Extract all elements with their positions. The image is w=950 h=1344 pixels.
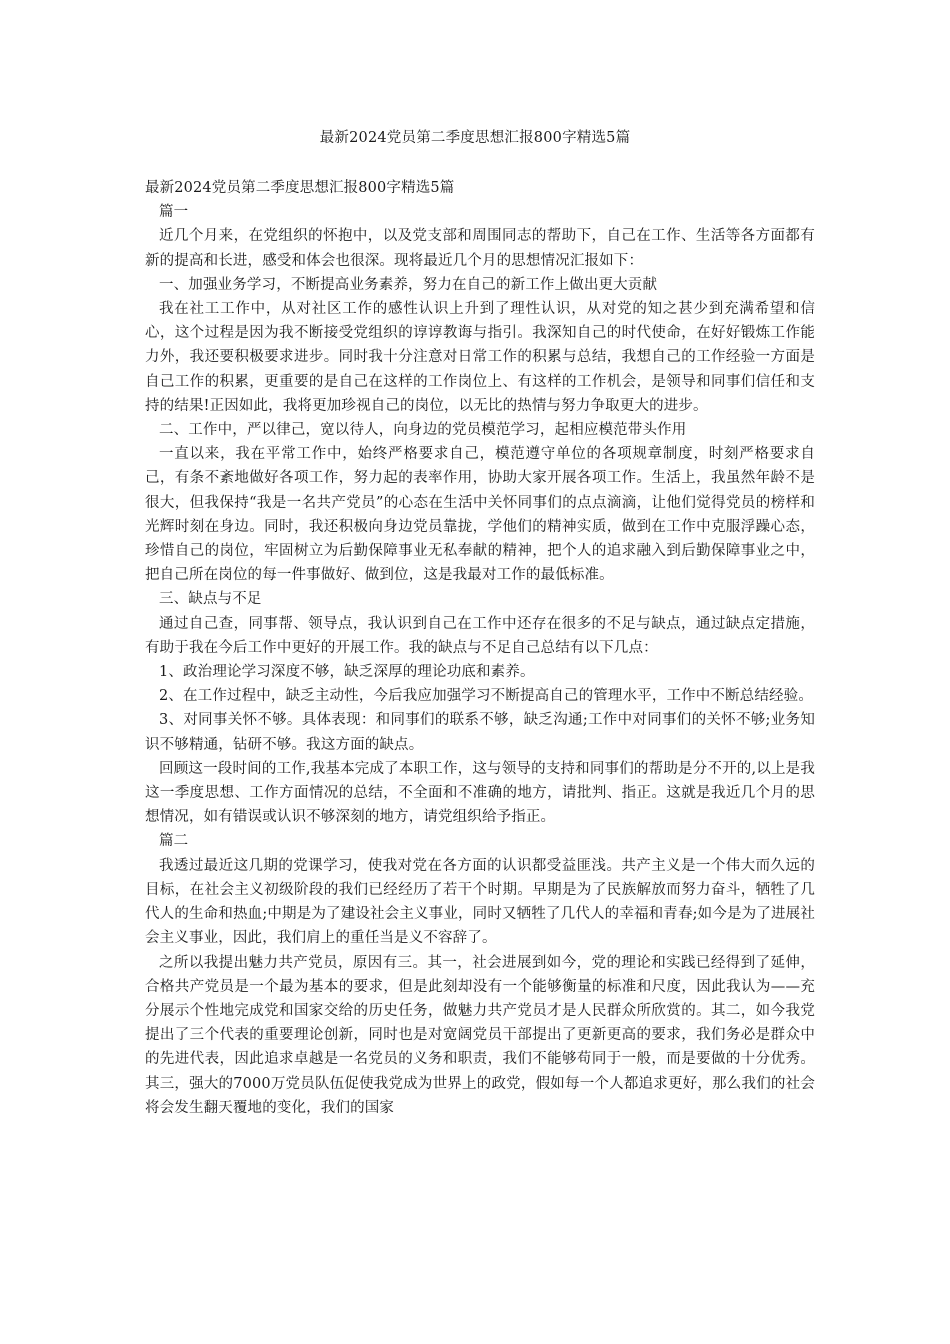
list-item: 2、在工作过程中，缺乏主动性，今后我应加强学习不断提高自己的管理水平，工作中不断总结经验。 [159, 688, 813, 705]
document-body [145, 176, 815, 1120]
section-heading: 二、工作中，严以律己，宽以待人，向身边的党员模范学习，起相应模范带头作用 [159, 422, 687, 439]
paragraph: 之所以我提出魅力共产党员，原因有三。其一，社会进展到如今，党的理论和实践已经得到了延伸，合格共产党员是一个最为基本的要求，但是此刻却没有一个能够衡量的标准和尺度，因此我认为——充分展示个性地完成党和国家交给的历史任务，做魅力共产党员才是人民群众所欣赏的。其二，如今我党提出了三个代表的重要理论创新，同时也是对宽阔党员干部提出了更新更高的要求，我们务必是群众中的先进代表，因此追求卓越是一名党员的义务和职责，我们不能够苟同于一般，而是要做的十分优秀。其三，强大的7000万党员队伍促使我党成为世界上的政党，假如每一个人都追求更好，那么我们的社会将会发生翻天覆地的变化，我们的国家 [145, 954, 815, 1116]
list-item: 1、政治理论学习深度不够，缺乏深厚的理论功底和素养。 [159, 664, 535, 681]
section-heading: 三、缺点与不足 [159, 591, 262, 608]
paragraph: 一直以来，我在平常工作中，始终严格要求自己，模范遵守单位的各项规章制度，时刻严格要求自己，有条不紊地做好各项工作，努力起的表率作用，协助大家开展各项工作。生活上，我虽然年龄不是很大，但我保持“我是一名共产党员”的心态在生活中关怀同事们的点点滴滴，让他们觉得党员的榜样和光辉时刻在身边。同时，我还积极向身边党员靠拢，学他们的精神实质，做到在工作中克服浮躁心态，珍惜自己的岗位，牢固树立为后勤保障事业无私奉献的精神，把个人的追求融入到后勤保障事业之中，把自己所在岗位的每一件事做好、做到位，这是我最对工作的最低标准。 [145, 446, 815, 584]
section-label-2: 篇二 [159, 833, 189, 850]
paragraph: 近几个月来，在党组织的怀抱中，以及党支部和周围同志的帮助下，自己在工作、生活等各方面都有新的提高和长进，感受和体会也很深。现将最近几个月的思想情况汇报如下： [145, 228, 815, 269]
paragraph: 回顾这一段时间的工作,我基本完成了本职工作，这与领导的支持和同事们的帮助是分不开的,以上是我这一季度思想、工作方面情况的总结，不全面和不准确的地方，请批判、指正。这就是我近几个月的思想情况，如有错误或认识不够深刻的地方，请党组织给予指正。 [145, 760, 815, 826]
document-title: 最新2024党员第二季度思想汇报800字精选5篇 [145, 180, 455, 196]
page-header-title: 最新2024党员第二季度思想汇报800字精选5篇 [319, 130, 631, 146]
section-heading: 一、加强业务学习，不断提高业务素养，努力在自己的新工作上做出更大贡献 [159, 276, 658, 293]
section-label-1: 篇一 [159, 204, 189, 221]
paragraph: 我在社工工作中，从对社区工作的感性认识上升到了理性认识，从对党的知之甚少到充满希望和信心，这个过程是因为我不断接受党组织的谆谆教诲与指引。我深知自己的时代使命，在好好锻炼工作能力外，我还要积极要求进步。同时我十分注意对日常工作的积累与总结，我想自己的工作经验一方面是自己工作的积累，更重要的是自己在这样的工作岗位上、有这样的工作机会，是领导和同事们信任和支持的结果!正因如此，我将更加珍视自己的岗位，以无比的热情与努力争取更大的进步。 [145, 301, 815, 414]
list-item: 3、对同事关怀不够。具体表现：和同事们的联系不够，缺乏沟通;工作中对同事们的关怀不够;业务知识不够精通，钻研不够。我这方面的缺点。 [145, 712, 815, 753]
paragraph: 我透过最近这几期的党课学习，使我对党在各方面的认识都受益匪浅。共产主义是一个伟大而久远的目标，在社会主义初级阶段的我们已经经历了若干个时期。早期是为了民族解放而努力奋斗，牺牲了几代人的生命和热血;中期是为了建设社会主义事业，同时又牺牲了几代人的幸福和青春;如今是为了进展社会主义事业，因此，我们肩上的重任当是义不容辞了。 [145, 857, 815, 947]
paragraph: 通过自己查，同事帮、领导点，我认识到自己在工作中还存在很多的不足与缺点，通过缺点定措施，有助于我在今后工作中更好的开展工作。我的缺点与不足自己总结有以下几点： [145, 615, 815, 656]
